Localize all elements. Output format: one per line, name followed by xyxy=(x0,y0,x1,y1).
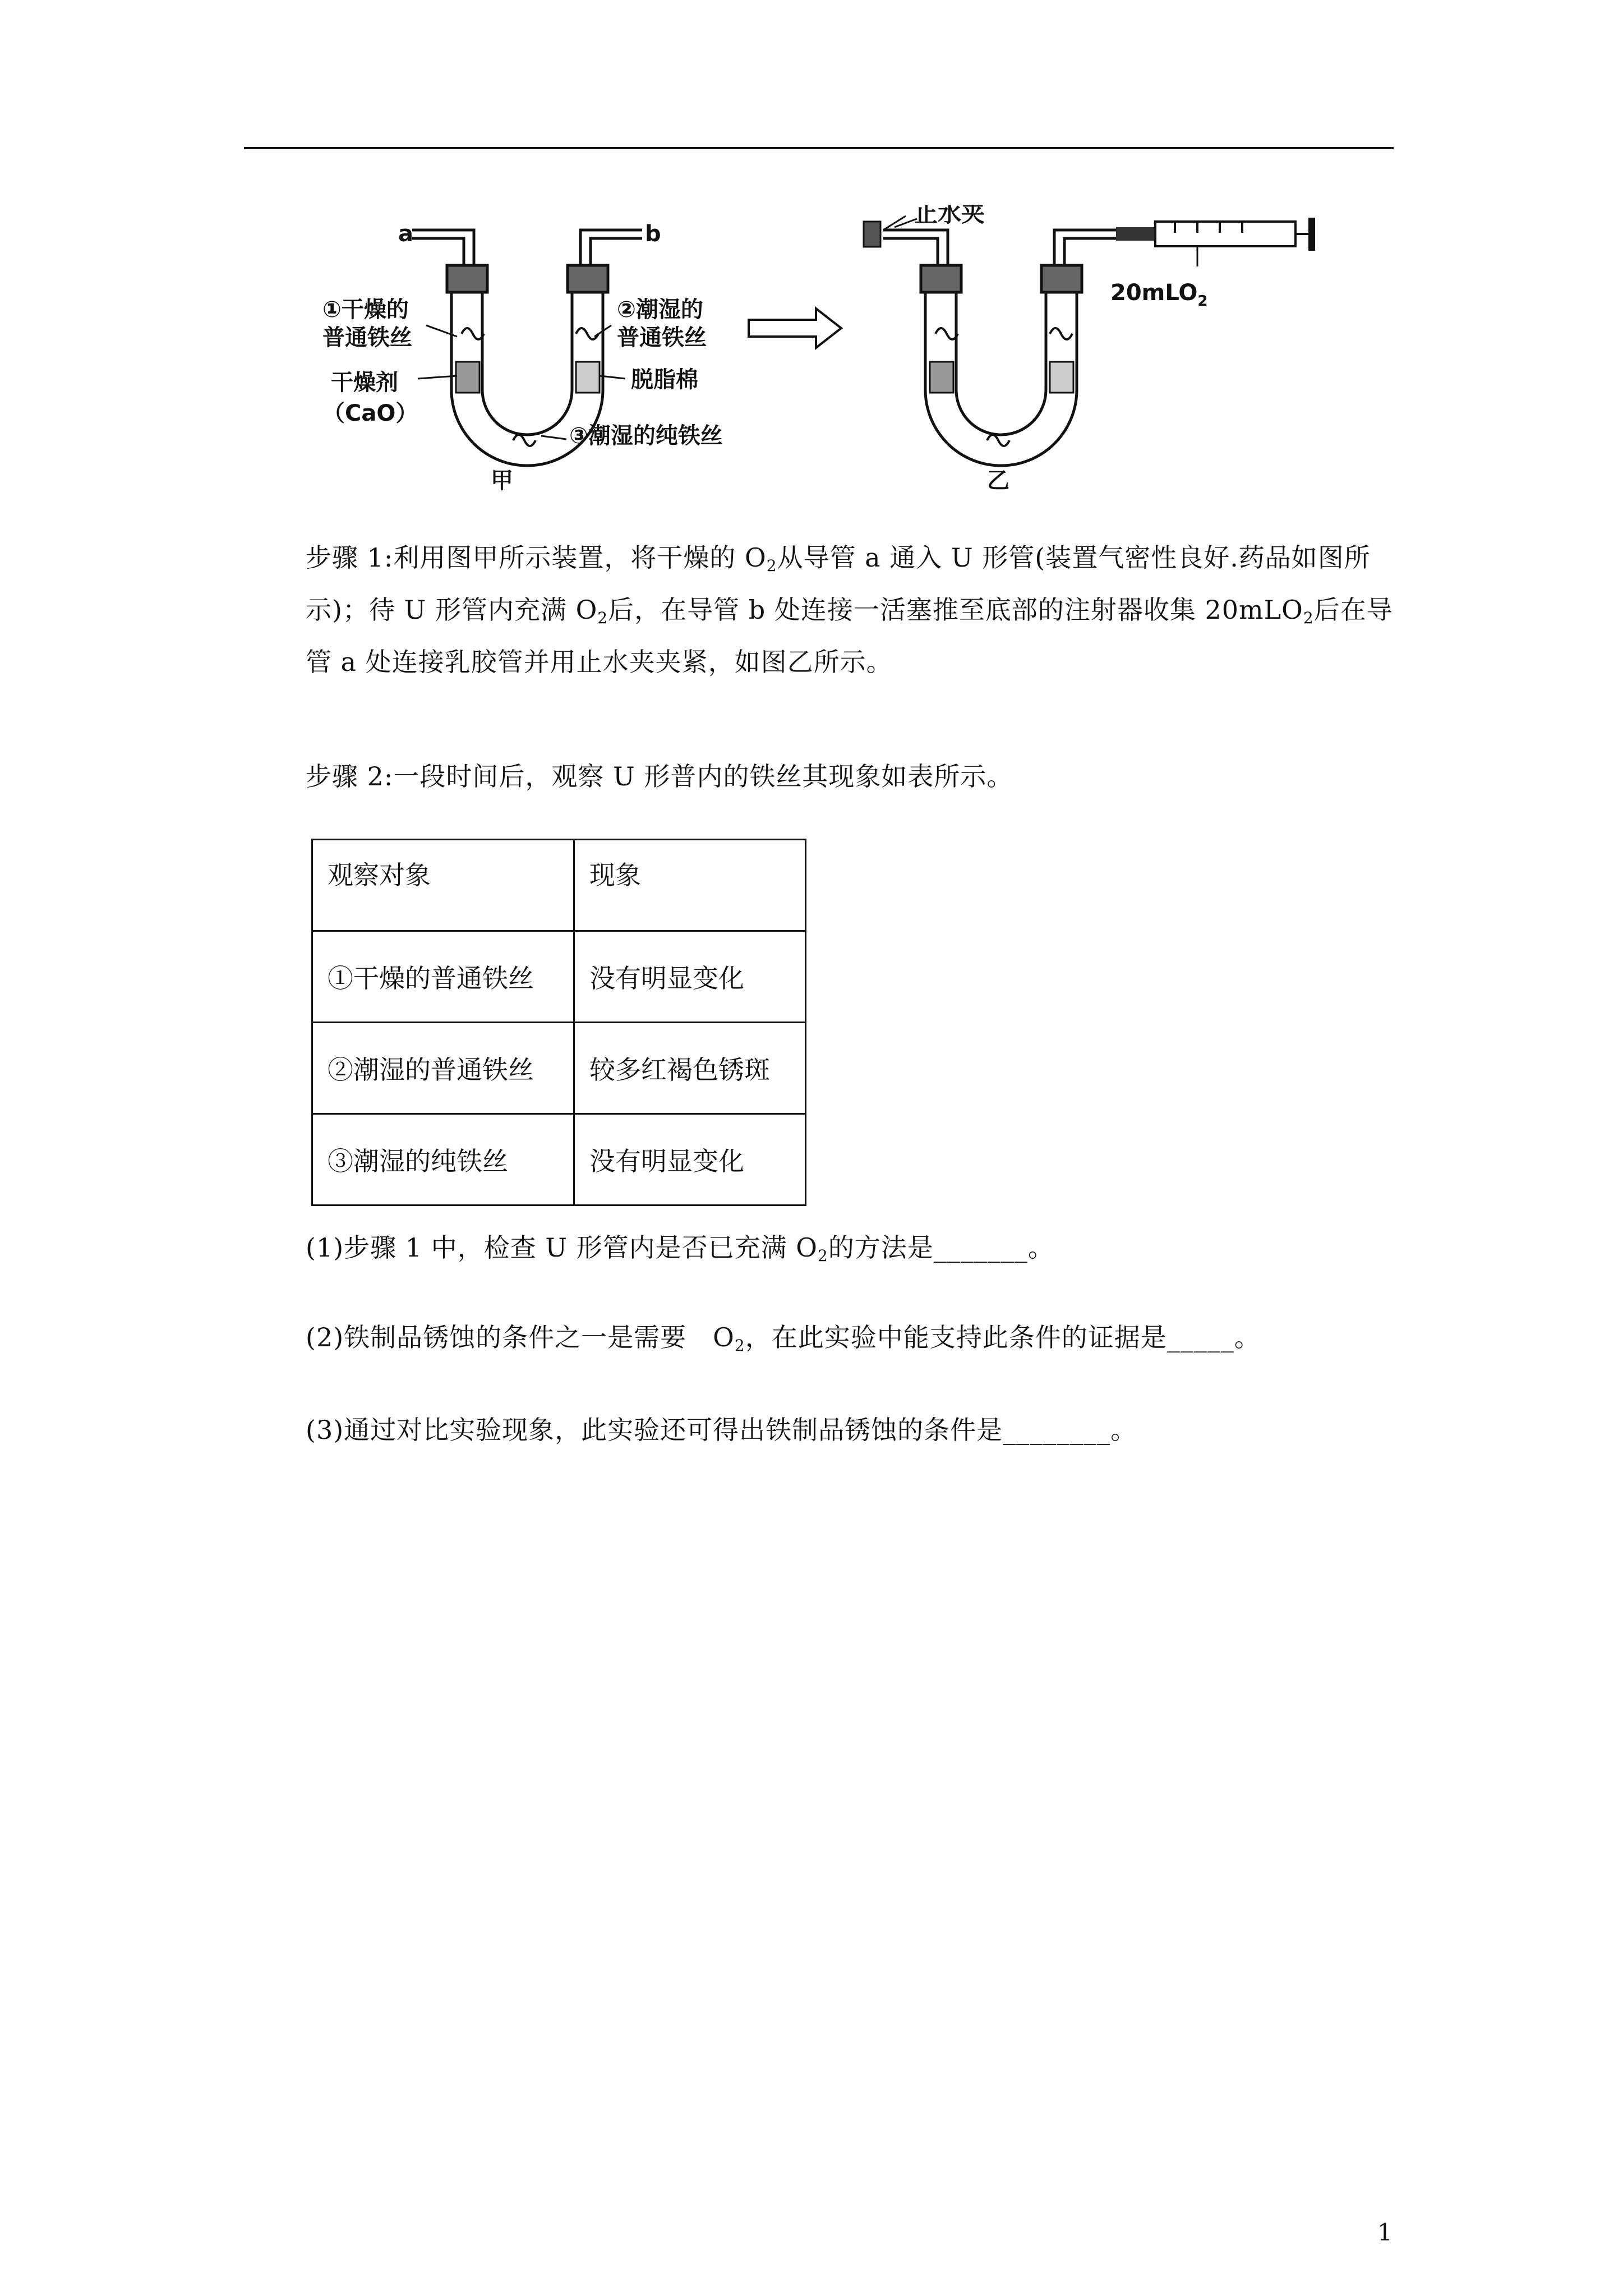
table-cell: ①干燥的普通铁丝 xyxy=(312,931,574,1023)
right-arrow xyxy=(749,309,841,348)
table-row xyxy=(312,1023,806,1114)
question-3: (3)通过对比实验现象，此实验还可得出铁制品锈蚀的条件是________。 xyxy=(306,1415,1137,1445)
table-cell: ③潮湿的纯铁丝 xyxy=(312,1114,574,1205)
apparatus-diagram xyxy=(322,205,1315,510)
desiccant-formula: （CaO） xyxy=(322,401,418,426)
step1-paragraph: 步骤 1:利用图甲所示装置，将干燥的 $O_2$从导管 a 通入 U 形管(装置气密性良好.药品如图所示)；待 U 形管内充满 $O_2$后，在导管 b 处连接一活塞推至底部的注射器收集 20mLO$_2$后在导管 a 处连接乳胶管并用止水夹夹紧，如图乙所示。 xyxy=(306,542,1393,677)
table-row xyxy=(312,931,806,1023)
question-2: (2)铁制品锈蚀的条件之一是需要 $O_2$，在此实验中能支持此条件的证据是_____。 xyxy=(306,1322,1261,1355)
clamp-icon xyxy=(864,222,880,247)
wire1-label-2: 普通铁丝 xyxy=(322,325,412,351)
u-tube-yi xyxy=(883,230,1119,466)
table-cell: 没有明显变化 xyxy=(574,931,806,1023)
syringe-label: 20mLO$_2$ xyxy=(1110,280,1208,310)
table-row xyxy=(312,1114,806,1205)
step2-paragraph: 步骤 2:一段时间后，观察 U 形普内的铁丝其现象如表所示。 xyxy=(306,761,1013,792)
wire1-coil xyxy=(462,328,484,339)
wire2-label-1: ②潮湿的 xyxy=(617,297,703,323)
cotton-block-yi xyxy=(1050,362,1073,393)
wire3-coil-yi xyxy=(987,435,1009,446)
wire2-label-2: 普通铁丝 xyxy=(617,325,707,351)
wire1-label-1: ①干燥的 xyxy=(322,297,409,323)
desiccant-label: 干燥剂 xyxy=(331,370,398,395)
header-rule xyxy=(244,147,1394,149)
table-cell: 较多红褐色锈斑 xyxy=(574,1023,806,1114)
wire1-coil-yi xyxy=(935,328,958,339)
syringe-icon xyxy=(1155,219,1315,250)
table-cell: 没有明显变化 xyxy=(574,1114,806,1205)
cotton-label: 脱脂棉 xyxy=(631,367,698,393)
wire2-coil xyxy=(576,328,598,339)
table-cell: ②潮湿的普通铁丝 xyxy=(312,1023,574,1114)
desiccant-block xyxy=(456,362,479,393)
caption-yi: 乙 xyxy=(987,468,1009,494)
cotton-block xyxy=(576,362,600,393)
table-header-phenomenon: 现象 xyxy=(574,840,806,931)
observation-table xyxy=(311,839,806,1206)
question-1: (1)步骤 1 中，检查 U 形管内是否已充满 $O_2$的方法是_______。 xyxy=(306,1232,1054,1265)
label-b: b xyxy=(645,221,661,247)
rubber-tube xyxy=(1116,227,1155,241)
page-number: 1 xyxy=(1377,2219,1393,2246)
caption-jia: 甲 xyxy=(491,468,513,494)
wire3-coil xyxy=(513,435,536,446)
wire3-label: ③潮湿的纯铁丝 xyxy=(569,423,723,449)
experiment-figure xyxy=(322,205,1315,510)
table-header-row xyxy=(312,840,806,931)
table-header-object: 观察对象 xyxy=(312,840,574,931)
clamp-label: 止水夹 xyxy=(914,205,985,227)
label-a: a xyxy=(398,221,413,247)
wire2-coil-yi xyxy=(1050,328,1072,339)
desiccant-block-yi xyxy=(930,362,953,393)
